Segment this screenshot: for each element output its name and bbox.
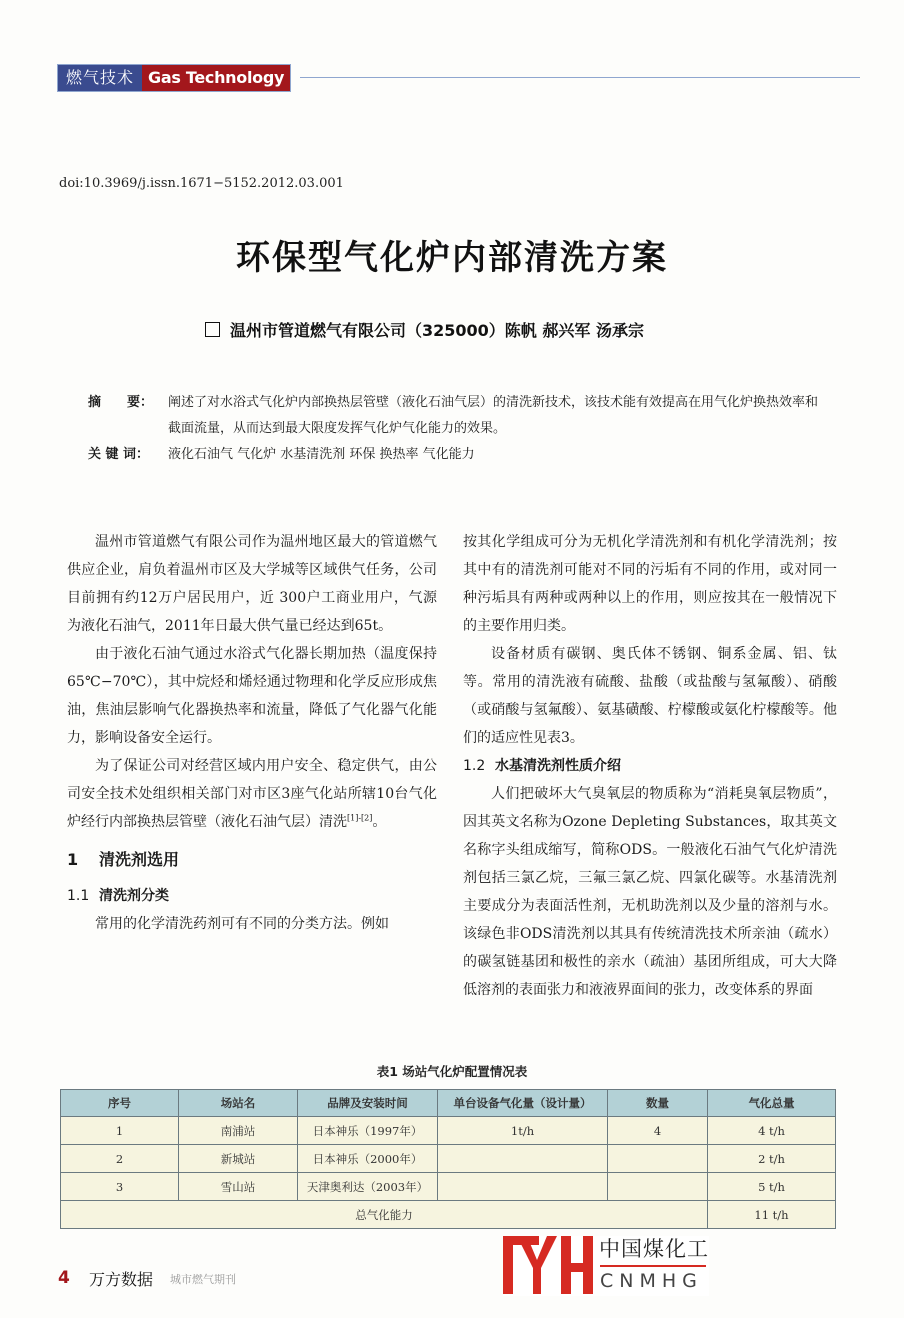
table-cell: 3 — [61, 1173, 179, 1201]
journal-name-faded: 城市燃气期刊 — [170, 1273, 236, 1286]
section-heading-1-2 — [463, 752, 837, 780]
paragraph: 温州市管道燃气有限公司作为温州地区最大的管道燃气供应企业，肩负着温州市区及大学城等区域供气任务，公司目前拥有约12万户居民用户，近 300户工商业用户，气源为液化石油气，2011年日最大供气量已经达到65t。 — [67, 534, 437, 634]
column-header: 单台设备气化量（设计量） — [438, 1090, 608, 1117]
table-cell: 4 — [608, 1117, 708, 1145]
paragraph — [67, 752, 437, 836]
table-row — [61, 1145, 836, 1173]
table-cell: 南浦站 — [179, 1117, 298, 1145]
paragraph: 人们把破坏大气臭氧层的物质称为“消耗臭氧层物质”，因其英文名称为Ozone Depleting Substances，取其英文名称字头组成缩写，简称ODS。一般液化石油气气化炉清洗剂包括三氯乙烷，三氟三氯乙烷、四氯化碳等。水基清洗剂主要成分为表面活性剂，无机助洗剂以及少量的溶剂与水。该绿色非ODS清洗剂以其具有传统清洗技术所亲油（疏水）的碳氢链基团和极性的亲水（疏油）基团所组成，可大大降低溶剂的表面张力和液液界面间的张力，改变体系的界面 — [463, 786, 837, 998]
total-label: 总气化能力 — [61, 1201, 708, 1229]
table-cell: 4 t/h — [708, 1117, 836, 1145]
column-header: 数量 — [608, 1090, 708, 1117]
column-header: 场站名 — [179, 1090, 298, 1117]
section-title: 水基清洗剂性质介绍 — [495, 758, 621, 774]
doi: doi:10.3969/j.issn.1671−5152.2012.03.001 — [59, 176, 344, 191]
column-header: 品牌及安装时间 — [298, 1090, 438, 1117]
table-row — [61, 1117, 836, 1145]
citation-ref[interactable]: [1]-[2] — [347, 813, 373, 823]
table-cell — [438, 1145, 608, 1173]
section-number: 1.2 — [463, 758, 486, 774]
header-rule — [300, 77, 860, 78]
section-heading-1-1 — [67, 882, 437, 910]
section-label-en: Gas Technology — [142, 65, 290, 91]
page-number: 4 — [58, 1268, 70, 1288]
body-column-right — [463, 528, 837, 1004]
table-total-row — [61, 1201, 836, 1229]
table-cell: 2 t/h — [708, 1145, 836, 1173]
wanfang-watermark: 万方数据 — [89, 1270, 154, 1289]
table-caption: 表1 场站气化炉配置情况表 — [376, 1064, 528, 1079]
paragraph: 由于液化石油气通过水浴式气化器长期加热（温度保持65℃−70℃），其中烷烃和烯烃通过物理和化学反应形成焦油，焦油层影响气化器换热率和流量，降低了气化器气化能力，影响设备安全运行。 — [67, 646, 437, 746]
paragraph-end: 。 — [372, 814, 387, 830]
authors-text: 温州市管道燃气有限公司（325000）陈帆 郝兴军 汤承宗 — [230, 321, 644, 340]
paragraph: 按其化学组成可分为无机化学清洗剂和有机化学清洗剂；按其中有的清洗剂可能对不同的污垢有不同的作用，或对同一种污垢具有两种或两种以上的作用，则应按其在一般情况下的主要作用归类。 — [463, 534, 837, 634]
table-cell: 日本神乐（1997年） — [298, 1117, 438, 1145]
table-row — [61, 1173, 836, 1201]
watermark-logo — [503, 1236, 709, 1296]
table-cell: 雪山站 — [179, 1173, 298, 1201]
section-number: 1 — [67, 850, 79, 869]
table-cell — [608, 1145, 708, 1173]
paragraph-text: 为了保证公司对经营区域内用户安全、稳定供气，由公司安全技术处组织相关部门对市区3座气化站所辖10台气化炉经行内部换热层管壁（液化石油气层）清洗 — [67, 758, 437, 830]
authors — [205, 318, 644, 341]
table-cell — [438, 1173, 608, 1201]
table-cell: 日本神乐（2000年） — [298, 1145, 438, 1173]
table-cell: 1t/h — [438, 1117, 608, 1145]
logo-text-cn: 中国煤化工 — [599, 1237, 709, 1261]
section-number: 1.1 — [67, 888, 90, 904]
keywords-text: 液化石油气 气化炉 水基清洗剂 环保 换热率 气化能力 — [168, 447, 475, 462]
logo-text-en: CNMHG — [600, 1270, 703, 1292]
total-value: 11 t/h — [708, 1201, 836, 1229]
table-cell: 5 t/h — [708, 1173, 836, 1201]
station-config-table — [60, 1089, 836, 1229]
article-title: 环保型气化炉内部清洗方案 — [236, 238, 668, 278]
table-cell: 新城站 — [179, 1145, 298, 1173]
paragraph: 常用的化学清洗药剂可有不同的分类方法。例如 — [95, 916, 389, 932]
keywords-label: 关 键 词： — [88, 447, 150, 462]
table-cell — [608, 1173, 708, 1201]
abstract-label: 摘 要： — [88, 395, 154, 410]
table-cell: 天津奥利达（2003年） — [298, 1173, 438, 1201]
abstract-text: 阐述了对水浴式气化炉内部换热层管壁（液化石油气层）的清洗新技术，该技术能有效提高在用气化炉换热效率和截面流量，从而达到最大限度发挥气化炉气化能力的效果。 — [168, 395, 819, 436]
logo-divider — [600, 1265, 706, 1267]
section-title: 清洗剂选用 — [99, 850, 180, 869]
abstract-block — [88, 390, 818, 468]
checkbox-square-icon — [205, 322, 220, 337]
section-heading-1 — [67, 846, 437, 874]
section-banner — [57, 64, 291, 92]
table-cell: 2 — [61, 1145, 179, 1173]
column-header: 序号 — [61, 1090, 179, 1117]
section-label-cn: 燃气技术 — [58, 65, 142, 91]
column-header: 气化总量 — [708, 1090, 836, 1117]
section-title: 清洗剂分类 — [99, 888, 169, 904]
mh-logo-icon — [503, 1236, 593, 1294]
table-header-row — [61, 1090, 836, 1117]
table-cell: 1 — [61, 1117, 179, 1145]
body-column-left — [67, 528, 437, 938]
paragraph: 设备材质有碳钢、奥氏体不锈钢、铜系金属、铝、钛等。常用的清洗液有硫酸、盐酸（或盐酸与氢氟酸）、硝酸（或硝酸与氢氟酸）、氨基磺酸、柠檬酸或氨化柠檬酸等。他们的适应性见表3。 — [463, 646, 837, 746]
